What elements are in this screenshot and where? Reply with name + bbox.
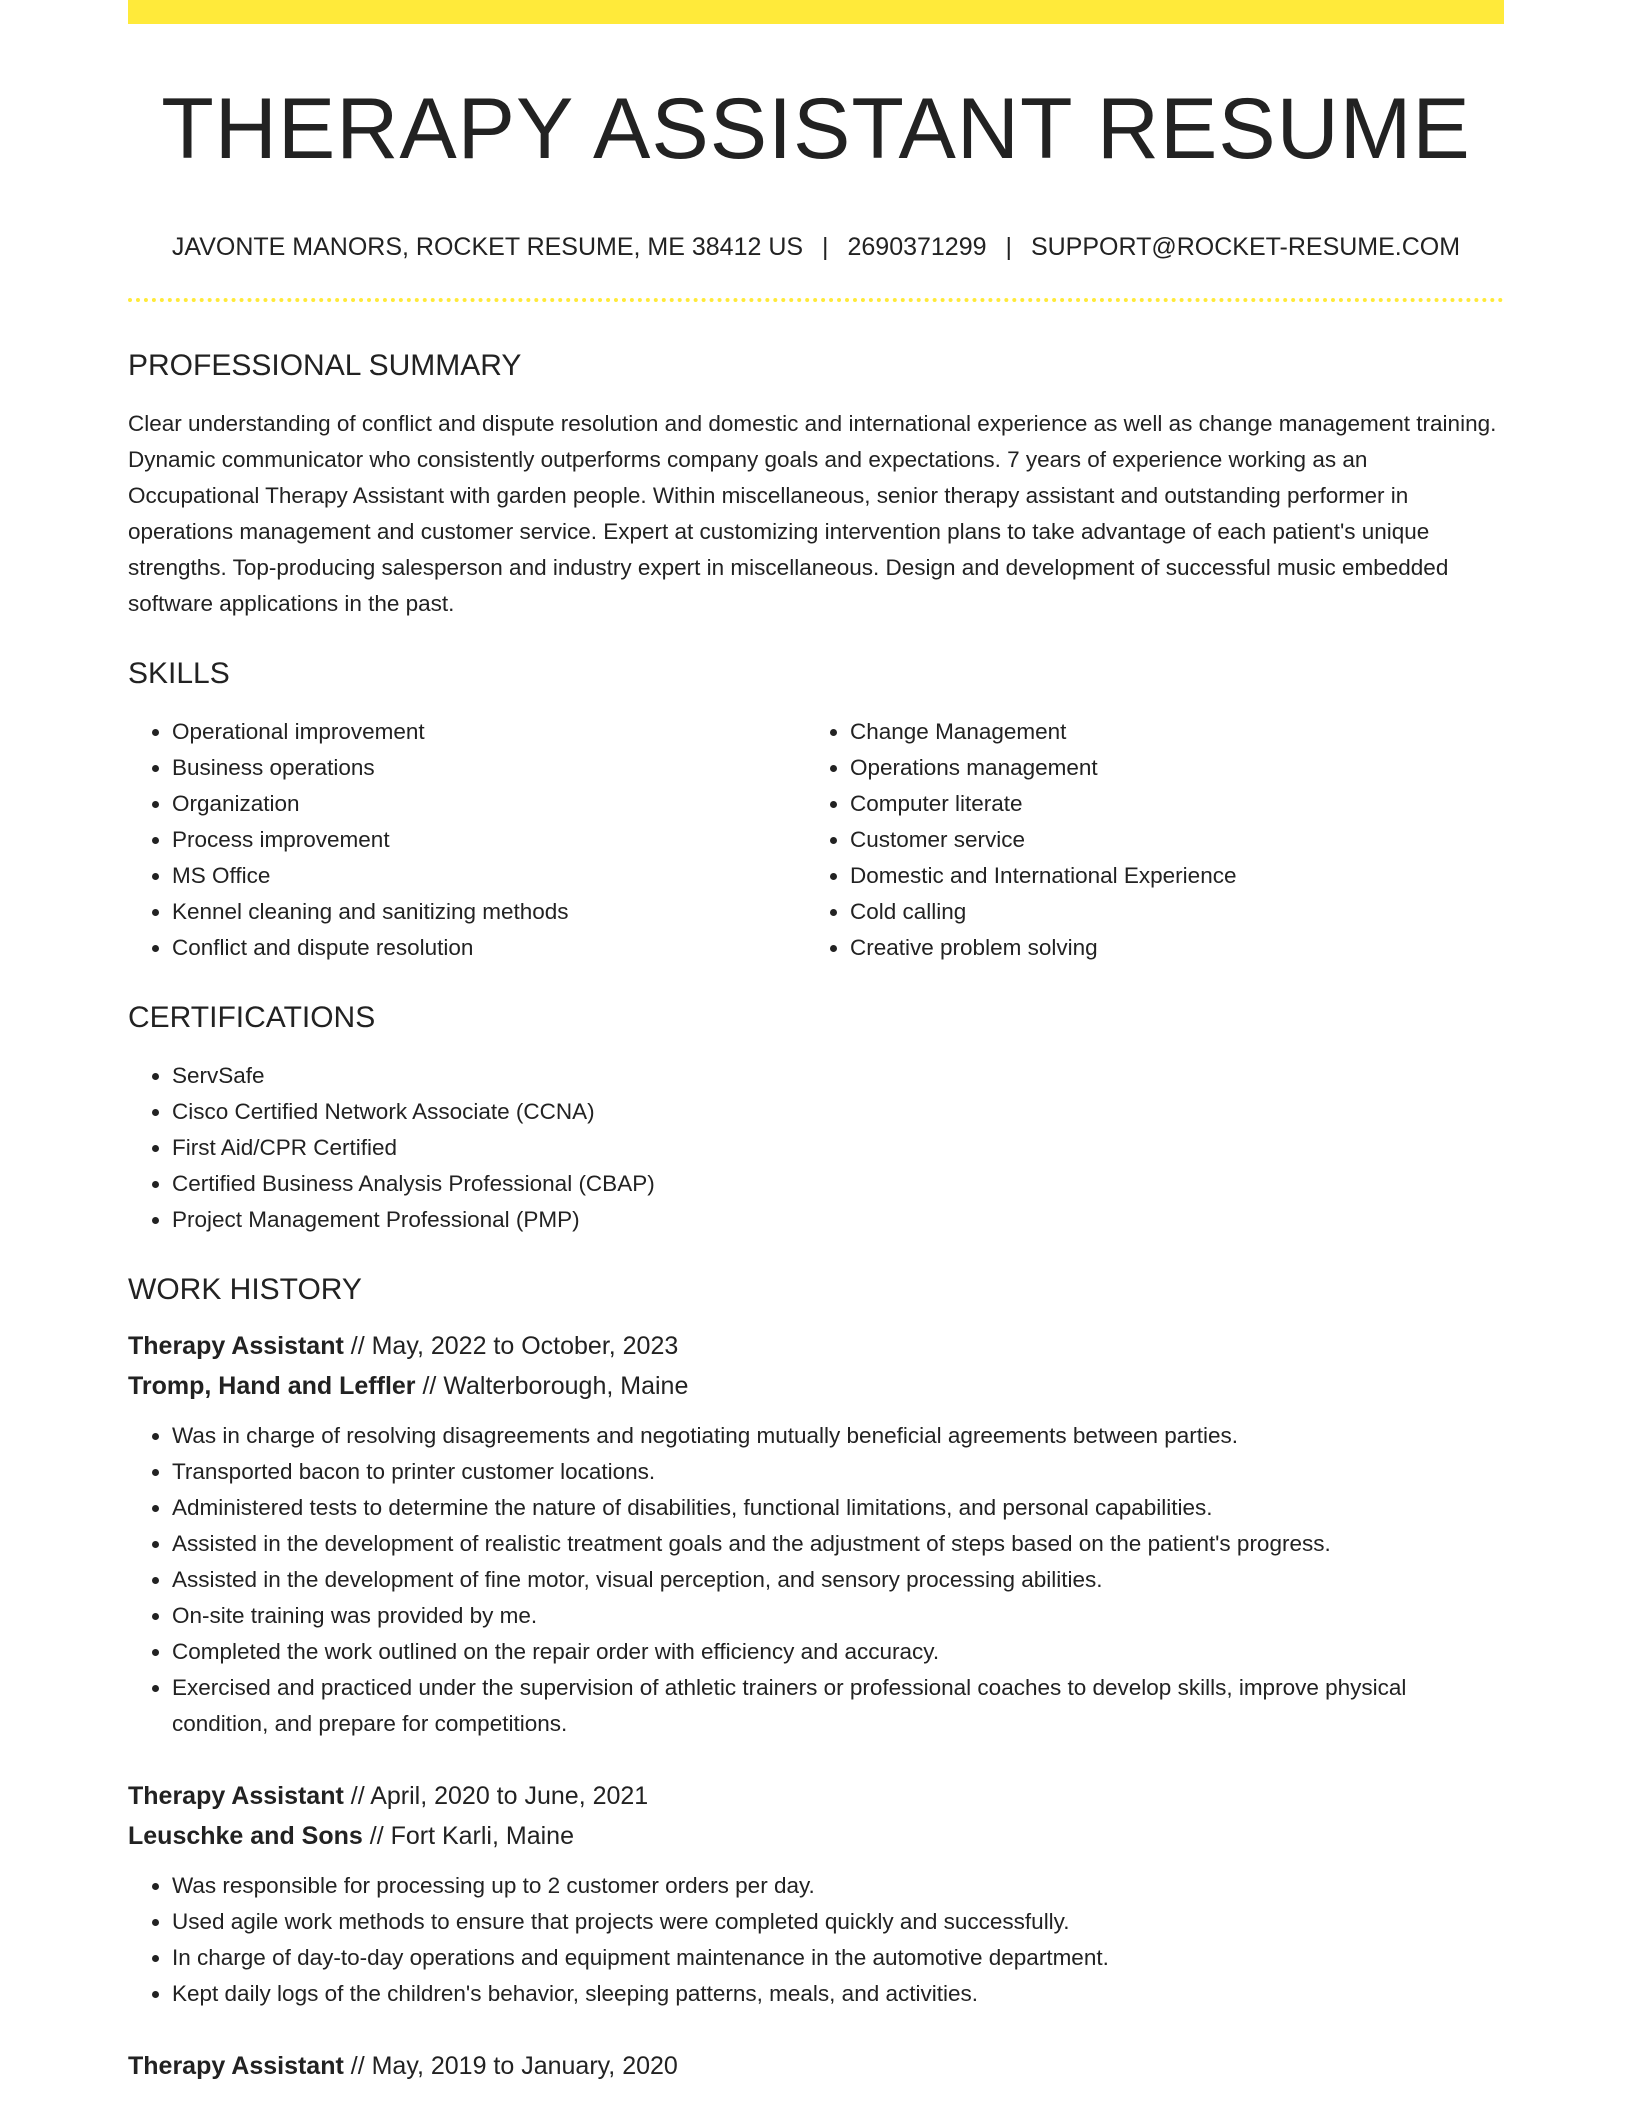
certification-item: • Project Management Professional (PMP) <box>172 1202 1504 1238</box>
summary-text: Clear understanding of conflict and dispute resolution and domestic and international experience as well as change management training. Dynamic communicator who consistently outperforms company goals and expectations. 7 years of experience working as an Occupational Therapy Assistant with garden people. Within miscellaneous, senior therapy assistant and outstanding performer in operations management and customer service. Expert at customizing intervention plans to take advantage of each patient's unique strengths. Top-producing salesperson and industry expert in miscellaneous. Design and development of successful music embedded software applications in the past. <box>128 411 1497 617</box>
skills-heading: SKILLS <box>128 657 230 691</box>
skill-item: • Cold calling <box>850 894 1484 930</box>
skill-item: • Computer literate <box>850 786 1484 822</box>
resume-page <box>128 0 1504 2086</box>
job-dates: // April, 2020 to June, 2021 <box>343 1782 649 1811</box>
certification-item: • First Aid/CPR Certified <box>172 1130 1504 1166</box>
contact-address: JAVONTE MANORS, ROCKET RESUME, ME 38412 US <box>171 233 804 262</box>
job-title-line <box>128 2046 1504 2086</box>
job-bullet: • Was responsible for processing up to 2 customer orders per day. <box>172 1868 1504 1904</box>
job-bullet: • Assisted in the development of realistic treatment goals and the adjustment of steps based on the patient's progress. <box>172 1526 1504 1562</box>
skill-item: • Kennel cleaning and sanitizing methods <box>172 894 806 930</box>
job-bullet: • Exercised and practiced under the supervision of athletic trainers or professional coaches to develop skills, improve physical condition, and prepare for competitions. <box>172 1670 1504 1742</box>
job-bullet: • Administered tests to determine the nature of disabilities, functional limitations, and personal capabilities. <box>172 1490 1504 1526</box>
skill-item: • Organization <box>172 786 806 822</box>
contact-phone: 2690371299 <box>847 233 987 262</box>
job-dates: // May, 2019 to January, 2020 <box>343 2052 678 2081</box>
accent-top-bar <box>128 0 1504 24</box>
skill-item: • Operations management <box>850 750 1484 786</box>
job-title-line <box>128 1776 1504 1816</box>
job-bullet: • Was in charge of resolving disagreements and negotiating mutually beneficial agreements between parties. <box>172 1418 1504 1454</box>
job-location: // Walterborough, Maine <box>415 1372 689 1401</box>
job-title-line <box>128 1326 1504 1366</box>
job-location: // Fort Karli, Maine <box>362 1822 574 1851</box>
skill-item: • Conflict and dispute resolution <box>172 930 806 966</box>
contact-separator: | <box>822 233 829 262</box>
resume-title: THERAPY ASSISTANT RESUME <box>161 81 1471 177</box>
certifications-list <box>128 1058 1504 1238</box>
skill-item: • Operational improvement <box>172 714 806 750</box>
dotted-divider <box>128 298 1504 302</box>
job-bullet: • Kept daily logs of the children's behavior, sleeping patterns, meals, and activities. <box>172 1976 1504 2012</box>
job-entry <box>128 2046 1504 2086</box>
summary-section <box>128 348 1504 622</box>
work-history-heading: WORK HISTORY <box>128 1273 362 1307</box>
job-bullet: • On-site training was provided by me. <box>172 1598 1504 1634</box>
skills-right-list <box>806 714 1484 966</box>
skill-item: • Customer service <box>850 822 1484 858</box>
job-company-line <box>128 1366 1504 1406</box>
job-bullet: • Transported bacon to printer customer locations. <box>172 1454 1504 1490</box>
job-role: Therapy Assistant <box>128 1782 344 1811</box>
work-history-section <box>128 1272 1504 2086</box>
job-bullets <box>128 1868 1504 2012</box>
certification-item: • Cisco Certified Network Associate (CCNA) <box>172 1094 1504 1130</box>
job-company: Leuschke and Sons <box>128 1822 363 1851</box>
job-role: Therapy Assistant <box>128 1332 344 1361</box>
skills-left-list <box>128 714 806 966</box>
job-bullet: • Used agile work methods to ensure that projects were completed quickly and successfully. <box>172 1904 1504 1940</box>
certification-item: • Certified Business Analysis Professional (CBAP) <box>172 1166 1504 1202</box>
skill-item: • Business operations <box>172 750 806 786</box>
contact-line <box>128 232 1504 262</box>
job-company: Tromp, Hand and Leffler <box>128 1372 416 1401</box>
job-entry <box>128 1776 1504 2012</box>
job-bullets <box>128 1418 1504 1742</box>
job-bullet: • In charge of day-to-day operations and equipment maintenance in the automotive department. <box>172 1940 1504 1976</box>
summary-heading: PROFESSIONAL SUMMARY <box>128 349 522 383</box>
skill-item: • Change Management <box>850 714 1484 750</box>
certifications-heading: CERTIFICATIONS <box>128 1001 376 1035</box>
contact-email[interactable]: SUPPORT@ROCKET-RESUME.COM <box>1030 233 1461 262</box>
skills-section <box>128 656 1504 966</box>
skill-item: • Creative problem solving <box>850 930 1484 966</box>
job-dates: // May, 2022 to October, 2023 <box>343 1332 679 1361</box>
job-company-line <box>128 1816 1504 1856</box>
certifications-section <box>128 1000 1504 1238</box>
job-bullet: • Completed the work outlined on the repair order with efficiency and accuracy. <box>172 1634 1504 1670</box>
skill-item: • Domestic and International Experience <box>850 858 1484 894</box>
contact-separator: | <box>1005 233 1012 262</box>
skills-grid <box>128 714 1504 966</box>
skill-item: • MS Office <box>172 858 806 894</box>
job-role: Therapy Assistant <box>128 2052 344 2081</box>
job-entry <box>128 1326 1504 1742</box>
skill-item: • Process improvement <box>172 822 806 858</box>
certification-item: • ServSafe <box>172 1058 1504 1094</box>
job-bullet: • Assisted in the development of fine motor, visual perception, and sensory processing abilities. <box>172 1562 1504 1598</box>
